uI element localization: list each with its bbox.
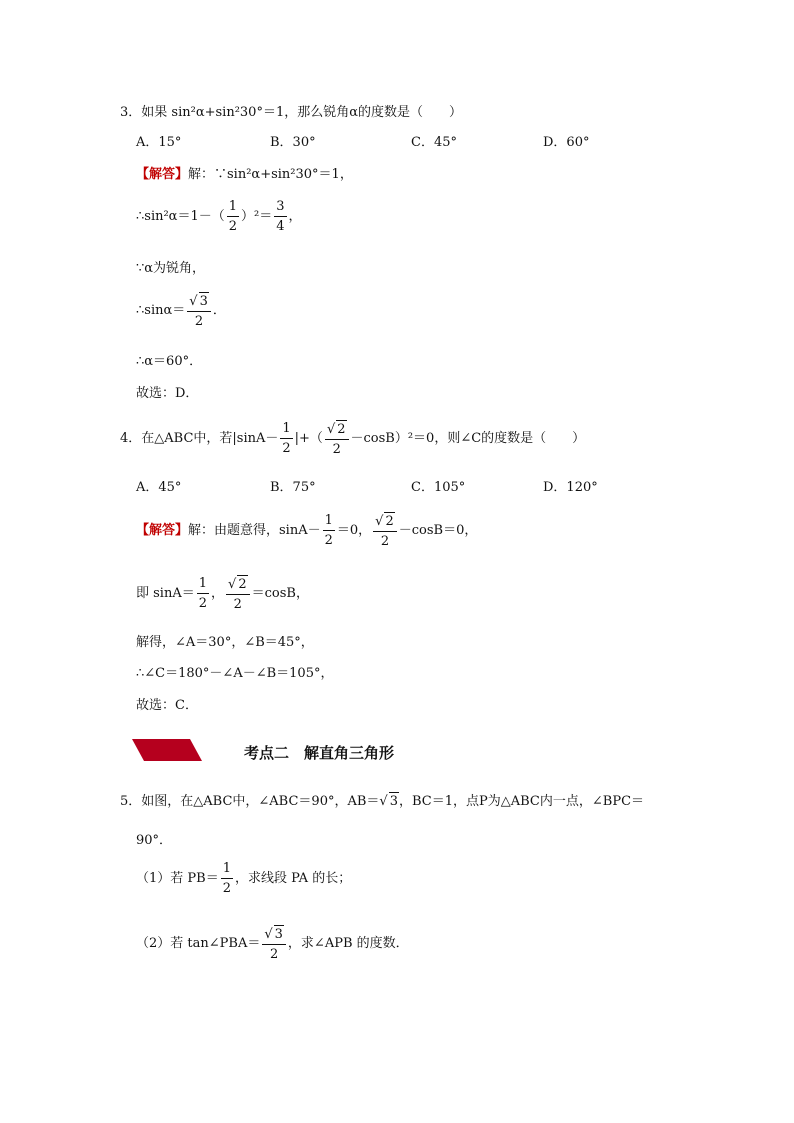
text: ，求∠APB 的度数． bbox=[287, 936, 409, 951]
radicand: 2 bbox=[238, 577, 247, 592]
numerator: 1 bbox=[280, 421, 292, 439]
numerator: 3 bbox=[274, 199, 286, 217]
denominator: 2 bbox=[269, 947, 279, 962]
numerator: 1 bbox=[323, 513, 335, 531]
q3-solution-text: 解：∵sin²α+sin²30°＝1， bbox=[188, 167, 353, 182]
denominator: 2 bbox=[332, 442, 341, 457]
q3-option-b: B．30° bbox=[270, 135, 316, 150]
denominator: 2 bbox=[198, 596, 208, 611]
text: －cosB）²＝0，则∠C的度数是（ ） bbox=[350, 431, 586, 446]
sqrt-symbol: √ 2 bbox=[228, 577, 247, 592]
q4-option-a: A．45° bbox=[136, 480, 182, 495]
fraction-three-quarters bbox=[274, 199, 286, 234]
denominator: 2 bbox=[380, 534, 390, 549]
q4-solution-line2 bbox=[136, 575, 309, 612]
radicand: 3 bbox=[389, 794, 398, 809]
sqrt-symbol: √ 2 bbox=[375, 514, 394, 529]
q5-part2 bbox=[136, 925, 409, 962]
numerator bbox=[187, 292, 211, 312]
text: 即 sinA＝ bbox=[136, 586, 195, 601]
denominator: 2 bbox=[282, 441, 291, 456]
radicand: 3 bbox=[274, 927, 283, 942]
text: ＝0， bbox=[336, 523, 372, 538]
fraction-one-half bbox=[197, 576, 209, 611]
radicand: 2 bbox=[385, 514, 394, 529]
fraction-sqrt2-over-2 bbox=[373, 512, 397, 549]
denominator: 2 bbox=[194, 314, 204, 329]
text: －cosB＝0， bbox=[398, 523, 478, 538]
numerator bbox=[325, 420, 349, 440]
text: 5．如图，在△ABC中，∠ABC＝90°，AB＝ bbox=[120, 794, 380, 809]
text: 解：由题意得，sinA－ bbox=[188, 523, 321, 538]
q4-prompt bbox=[120, 420, 585, 457]
text: ， bbox=[211, 586, 225, 601]
text: ∴sin²α＝1－（ bbox=[136, 209, 225, 224]
text: ，BC＝1，点P为△ABC内一点，∠BPC＝ bbox=[398, 794, 645, 809]
q3-solution-line4 bbox=[136, 292, 226, 329]
fraction-one-half bbox=[280, 421, 292, 456]
section-banner-parallelogram bbox=[132, 739, 202, 761]
q3-solution-line6: 故选：D． bbox=[136, 386, 199, 401]
radicand: 2 bbox=[337, 422, 346, 437]
text: ∴sinα＝ bbox=[136, 303, 186, 318]
numerator: 1 bbox=[227, 199, 239, 217]
sqrt-symbol: √ 2 bbox=[326, 422, 346, 437]
q3-prompt: 3．如果 sin²α+sin²30°＝1，那么锐角α的度数是（ ） bbox=[120, 105, 462, 120]
fraction-one-half bbox=[323, 513, 335, 548]
q3-option-a: A．15° bbox=[136, 135, 182, 150]
sqrt-symbol: √ 3 bbox=[189, 294, 208, 309]
text: ，求线段 PA 的长； bbox=[235, 871, 352, 886]
text: ， bbox=[288, 209, 302, 224]
q4-option-c: C．105° bbox=[411, 480, 466, 495]
numerator bbox=[226, 575, 250, 595]
denominator: 2 bbox=[228, 219, 238, 234]
q3-solution-line3: ∵α为锐角， bbox=[136, 261, 206, 276]
fraction-sqrt2-over-2 bbox=[325, 420, 349, 457]
fraction-one-half bbox=[221, 861, 233, 896]
q5-part1 bbox=[136, 861, 351, 896]
numerator: 1 bbox=[197, 576, 209, 594]
radicand: 3 bbox=[199, 294, 208, 309]
denominator: 2 bbox=[222, 881, 231, 896]
q3-solution-line5: ∴α＝60°． bbox=[136, 354, 203, 369]
answer-tag: 【解答】 bbox=[136, 167, 189, 182]
denominator: 2 bbox=[324, 533, 333, 548]
fraction-sqrt2-over-2 bbox=[226, 575, 250, 612]
q4-solution-line5: 故选：C． bbox=[136, 698, 198, 713]
answer-tag: 【解答】 bbox=[136, 523, 189, 538]
text: ）²＝ bbox=[241, 209, 273, 224]
denominator: 2 bbox=[233, 597, 242, 612]
text: |+（ bbox=[294, 431, 323, 446]
q4-option-b: B．75° bbox=[270, 480, 316, 495]
q5-line1 bbox=[120, 790, 644, 809]
q3-option-c: C．45° bbox=[411, 135, 457, 150]
numerator bbox=[373, 512, 397, 532]
text: 4．在△ABC中，若|sinA－ bbox=[120, 431, 279, 446]
denominator: 4 bbox=[276, 219, 285, 234]
text: （2）若 tan∠PBA＝ bbox=[136, 936, 261, 951]
text: ． bbox=[212, 303, 226, 318]
sqrt-symbol: √ 3 bbox=[264, 927, 283, 942]
text: ＝cosB， bbox=[251, 586, 309, 601]
fraction-sqrt3-over-2 bbox=[262, 925, 286, 962]
q3-solution-line1 bbox=[136, 168, 353, 181]
fraction-sqrt3-over-2 bbox=[187, 292, 211, 329]
numerator: 1 bbox=[221, 861, 233, 879]
numerator bbox=[262, 925, 286, 945]
sqrt-symbol: √ 3 bbox=[379, 794, 398, 809]
q5-line2: 90°． bbox=[136, 833, 173, 848]
section-title: 考点二 解直角三角形 bbox=[244, 744, 395, 762]
section-banner-shape bbox=[132, 739, 202, 761]
q4-option-d: D．120° bbox=[543, 480, 598, 495]
q3-option-d: D．60° bbox=[543, 135, 590, 150]
q4-solution-line4: ∴∠C＝180°－∠A－∠B＝105°， bbox=[136, 666, 334, 681]
q4-solution-line1 bbox=[136, 512, 477, 549]
text: （1）若 PB＝ bbox=[136, 871, 219, 886]
q4-solution-line3: 解得，∠A＝30°，∠B＝45°， bbox=[136, 635, 314, 650]
fraction-one-half bbox=[227, 199, 239, 234]
q3-solution-line2 bbox=[136, 199, 302, 234]
